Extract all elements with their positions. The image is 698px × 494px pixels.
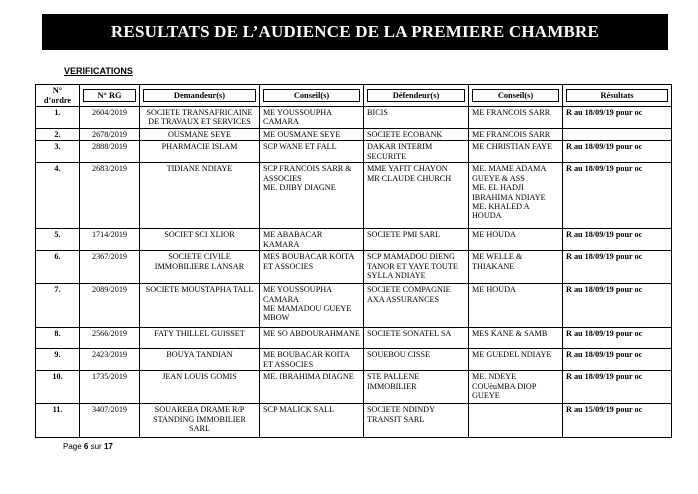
rg-cell: 2367/2019 (80, 251, 140, 284)
conseil-demandeur-cell: ME SO ABDOURAHMANE (260, 328, 364, 349)
table-row (36, 404, 672, 438)
defendeur-cell: MME YAFIT CHAYON MR CLAUDE CHURCH (364, 163, 469, 229)
conseil-defendeur-cell: ME GUEDEL NDIAYE (469, 349, 563, 371)
rg-cell: 2089/2019 (80, 284, 140, 328)
conseil-demandeur-cell: SCP FRANCOIS SARR & ASSOCIES ME. DJIBY DIAGNE (260, 163, 364, 229)
rg-cell: 2888/2019 (80, 141, 140, 163)
rg-cell: 3407/2019 (80, 404, 140, 438)
resultat-cell: R au 18/09/19 pour oc (563, 229, 672, 251)
demandeur-cell: SOUAREBA DRAME R/P STANDING IMMOBILIER SARL (140, 404, 260, 438)
resultat-cell: R au 18/09/19 pour oc (563, 349, 672, 371)
resultat-cell: R au 18/09/19 pour oc (563, 328, 672, 349)
defendeur-cell: BICIS (364, 107, 469, 129)
rg-cell: 2423/2019 (80, 349, 140, 371)
demandeur-cell: PHARMACIE ISLAM (140, 141, 260, 163)
demandeur-cell: SOCIET SCI XLIOR (140, 229, 260, 251)
order-cell: 9. (36, 349, 80, 371)
defendeur-cell: SOCIETE PMI SARL (364, 229, 469, 251)
table-row (36, 251, 672, 284)
order-cell: 6. (36, 251, 80, 284)
conseil-demandeur-cell: ME YOUSSOUPHA CAMARA (260, 107, 364, 129)
rg-cell: 2683/2019 (80, 163, 140, 229)
rg-cell: 2678/2019 (80, 129, 140, 141)
rg-cell: 2566/2019 (80, 328, 140, 349)
table-row (36, 163, 672, 229)
demandeur-cell: SOCIETE MOUSTAPHA TALL (140, 284, 260, 328)
page-footer: Page 6 sur 17 (63, 442, 113, 451)
order-cell: 4. (36, 163, 80, 229)
resultat-cell: R au 18/09/19 pour oc (563, 371, 672, 404)
order-cell: 2. (36, 129, 80, 141)
demandeur-cell: BOUYA TANDIAN (140, 349, 260, 371)
defendeur-cell: STE PALLENE IMMOBILIER (364, 371, 469, 404)
header-conseil-demandeur: Conseil(s) (260, 85, 364, 107)
defendeur-cell: DAKAR INTERIM SECURITE (364, 141, 469, 163)
resultat-cell: R au 18/09/19 pour oc (563, 251, 672, 284)
order-cell: 5. (36, 229, 80, 251)
conseil-defendeur-cell: ME FRANCOIS SARR (469, 129, 563, 141)
conseil-defendeur-cell: ME HOUDA (469, 229, 563, 251)
header-demandeur: Demandeur(s) (140, 85, 260, 107)
table-row (36, 129, 672, 141)
conseil-defendeur-cell: ME. NDEYE COUèuMBA DIOP GUEYE (469, 371, 563, 404)
resultat-cell: R au 18/09/19 pour oc (563, 163, 672, 229)
rg-cell: 2604/2019 (80, 107, 140, 129)
conseil-demandeur-cell: SCP WANE ET FALL (260, 141, 364, 163)
defendeur-cell: SCP MAMADOU DIENG TANOR ET YAYE TOUTE SYLLA NDIAYE (364, 251, 469, 284)
defendeur-cell: SOCIETE ECOBANK (364, 129, 469, 141)
resultat-cell: R au 18/09/19 pour oc (563, 141, 672, 163)
conseil-demandeur-cell: ME YOUSSOUPHA CAMARA ME MAMADOU GUEYE MBOW (260, 284, 364, 328)
demandeur-cell: SOCIETE CIVILE IMMOBILIERE LANSAR (140, 251, 260, 284)
page-title: RESULTATS DE L’AUDIENCE DE LA PREMIERE CHAMBRE (42, 14, 668, 50)
conseil-demandeur-cell: MES BOUBACAR KOITA ET ASSOCIES (260, 251, 364, 284)
table-row (36, 107, 672, 129)
table-header-row (36, 85, 672, 107)
conseil-defendeur-cell: ME FRANCOIS SARR (469, 107, 563, 129)
header-conseil-defendeur: Conseil(s) (469, 85, 563, 107)
conseil-defendeur-cell: ME HOUDA (469, 284, 563, 328)
conseil-defendeur-cell: ME WELLE & THIAKANE (469, 251, 563, 284)
conseil-demandeur-cell: SCP MALICK SALL (260, 404, 364, 438)
conseil-demandeur-cell: ME OUSMANE SEYE (260, 129, 364, 141)
conseil-demandeur-cell: ME. IBRAHIMA DIAGNE (260, 371, 364, 404)
conseil-demandeur-cell: ME ABABACAR KAMARA (260, 229, 364, 251)
table-row (36, 349, 672, 371)
order-cell: 10. (36, 371, 80, 404)
section-heading: VERIFICATIONS (64, 66, 133, 76)
conseil-defendeur-cell (469, 404, 563, 438)
demandeur-cell: FATY THILLEL GUISSET (140, 328, 260, 349)
demandeur-cell: OUSMANE SEYE (140, 129, 260, 141)
conseil-defendeur-cell: ME. MAME ADAMA GUEYE & ASS ME. EL HADJI IBRAHIMA NDIAYE ME. KHALED A HOUDA (469, 163, 563, 229)
order-cell: 11. (36, 404, 80, 438)
rg-cell: 1735/2019 (80, 371, 140, 404)
table-row (36, 284, 672, 328)
header-defendeur: Défendeur(s) (364, 85, 469, 107)
defendeur-cell: SOCIETE NDINDY TRANSIT SARL (364, 404, 469, 438)
table-row (36, 371, 672, 404)
demandeur-cell: JEAN LOUIS GOMIS (140, 371, 260, 404)
order-cell: 8. (36, 328, 80, 349)
order-cell: 7. (36, 284, 80, 328)
header-resultats: Résultats (563, 85, 672, 107)
header-order: N° d’ordre (36, 85, 80, 107)
demandeur-cell: SOCIETE TRANSAFRICAINE DE TRAVAUX ET SERVICES (140, 107, 260, 129)
conseil-defendeur-cell: ME CHRISTIAN FAYE (469, 141, 563, 163)
demandeur-cell: TIDIANE NDIAYE (140, 163, 260, 229)
rg-cell: 1714/2019 (80, 229, 140, 251)
table-row (36, 229, 672, 251)
resultat-cell: R au 18/09/19 pour oc (563, 284, 672, 328)
defendeur-cell: SOCIETE SONATEL SA (364, 328, 469, 349)
conseil-demandeur-cell: ME BOUBACAR KOITA ET ASSOCIES (260, 349, 364, 371)
order-cell: 3. (36, 141, 80, 163)
table-row (36, 141, 672, 163)
resultat-cell: R au 15/09/19 pour oc (563, 404, 672, 438)
defendeur-cell: SOUEBOU CISSE (364, 349, 469, 371)
resultat-cell: R au 18/09/19 pour oc (563, 107, 672, 129)
conseil-defendeur-cell: MES KANE & SAMB (469, 328, 563, 349)
resultat-cell (563, 129, 672, 141)
results-table (35, 84, 672, 438)
order-cell: 1. (36, 107, 80, 129)
table-row (36, 328, 672, 349)
defendeur-cell: SOCIETE COMPAGNIE AXA ASSURANCES (364, 284, 469, 328)
header-rg: N° RG (80, 85, 140, 107)
